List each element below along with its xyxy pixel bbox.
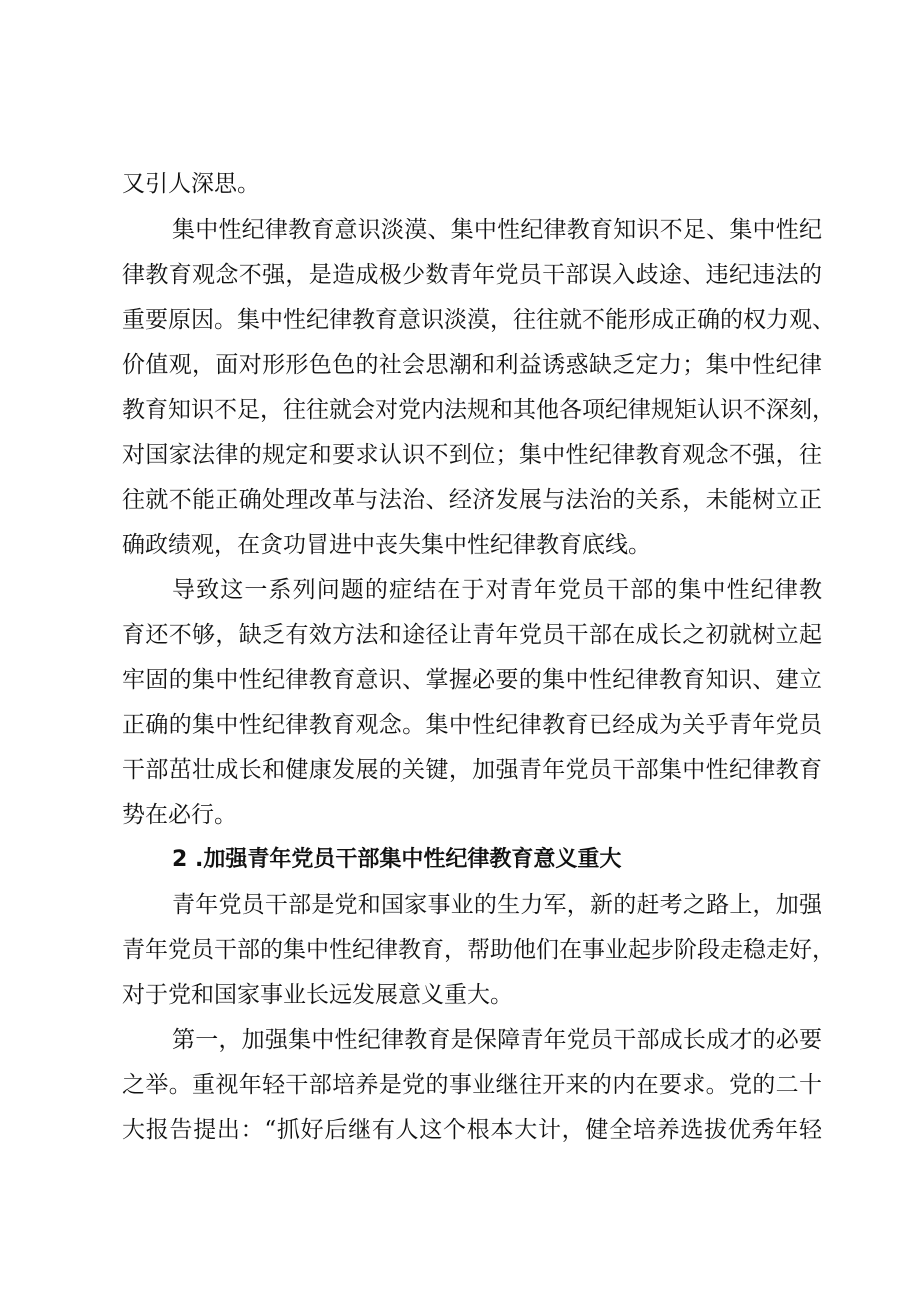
- text-line: 育还不够，缺乏有效方法和途径让青年党员干部在成长之初就树立起: [122, 622, 822, 648]
- text-line: 干部茁壮成长和健康发展的关键，加强青年党员干部集中性纪律教育: [122, 757, 822, 783]
- text-line: 牢固的集中性纪律教育意识、掌握必要的集中性纪律教育知识、建立: [122, 667, 822, 693]
- text-line: 青年党员干部的集中性纪律教育，帮助他们在事业起步阶段走稳走好，: [122, 937, 835, 963]
- paragraph-first-line: 集中性纪律教育意识淡漠、集中性纪律教育知识不足、集中性纪: [172, 217, 822, 243]
- text-line: 大报告提出：“抓好后继有人这个根本大计，健全培养选拔优秀年轻: [122, 1117, 822, 1143]
- text-line: 教育知识不足，往往就会对党内法规和其他各项纪律规矩认识不深刻，: [122, 397, 835, 423]
- text-line: 价值观，面对形形色色的社会思潮和利益诱惑缺乏定力；集中性纪律: [122, 352, 822, 378]
- section-heading: 2 .加强青年党员干部集中性纪律教育意义重大: [172, 847, 622, 872]
- text-line: 重要原因。集中性纪律教育意识淡漠，往往就不能形成正确的权力观、: [122, 307, 835, 333]
- paragraph-first-line: 青年党员干部是党和国家事业的生力军，新的赶考之路上，加强: [172, 892, 822, 918]
- text-line: 确政绩观，在贪功冒进中丧失集中性纪律教育底线。: [122, 532, 651, 558]
- text-line: 势在必行。: [122, 802, 237, 828]
- text-line: 正确的集中性纪律教育观念。集中性纪律教育已经成为关乎青年党员: [122, 712, 822, 738]
- text-line: 对国家法律的规定和要求认识不到位；集中性纪律教育观念不强，往: [122, 442, 822, 468]
- paragraph-first-line: 第一，加强集中性纪律教育是保障青年党员干部成长成才的必要: [172, 1027, 822, 1053]
- paragraph-first-line: 导致这一系列问题的症结在于对青年党员干部的集中性纪律教: [172, 577, 822, 603]
- text-line: 律教育观念不强，是造成极少数青年党员干部误入歧途、违纪违法的: [122, 262, 822, 288]
- text-line: 往就不能正确处理改革与法治、经济发展与法治的关系，未能树立正: [122, 487, 822, 513]
- text-line: 对于党和国家事业长远发展意义重大。: [122, 982, 513, 1008]
- text-line: 之举。重视年轻干部培养是党的事业继往开来的内在要求。党的二十: [122, 1072, 822, 1098]
- text-line: 又引人深思。: [122, 171, 260, 197]
